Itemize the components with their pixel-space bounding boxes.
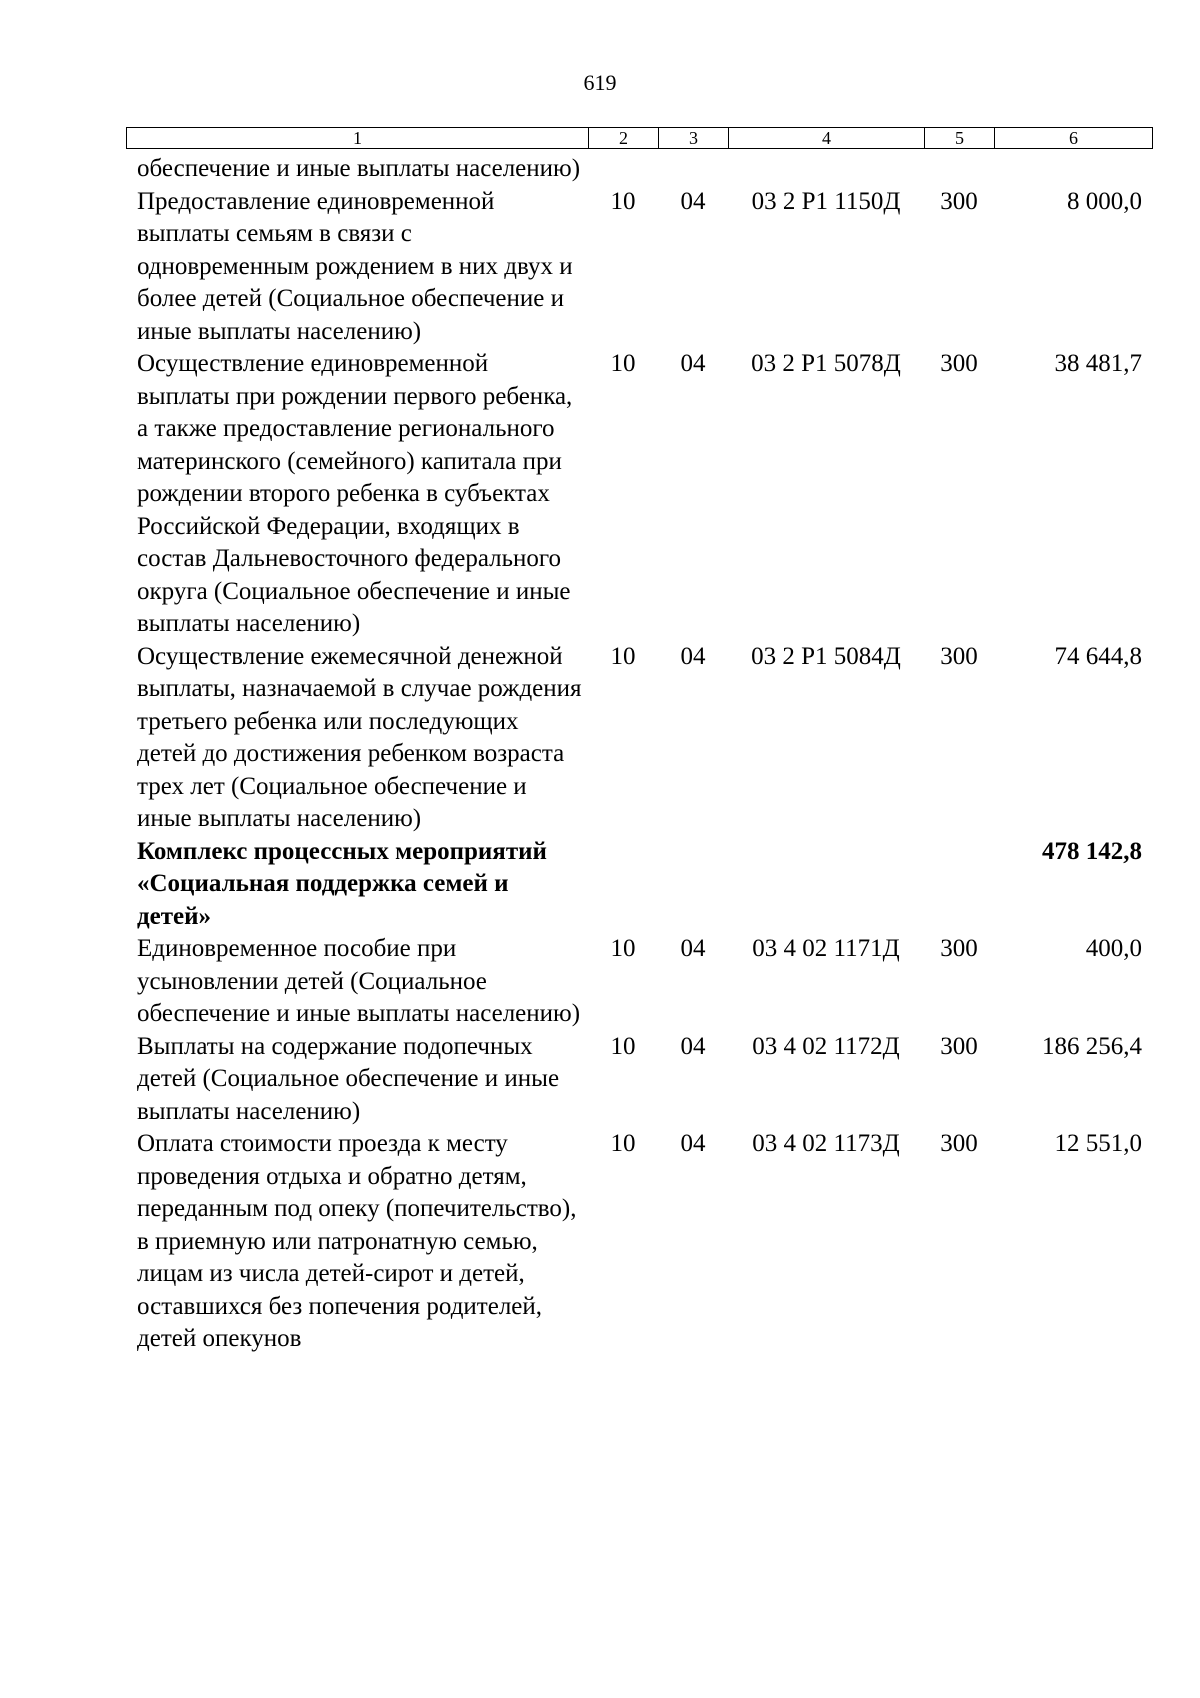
row-description: Осуществление ежемесячной денежной выплаты, назначаемой в случае рождения третьего ребенка или последующих детей до достижения ребенком возраста трех лет (Социальное обеспечение и иные выплаты населению) — [137, 642, 582, 832]
row-expense-type-code: 300 — [940, 350, 978, 377]
row-section-code: 10 — [610, 187, 636, 215]
row-target-article-code — [728, 153, 924, 186]
row-amount: 38 481,7 — [1054, 350, 1142, 377]
row-description: Оплата стоимости проезда к месту проведения отдыха и обратно детям, переданным под опеку (попечительство), в приемную или патронатную семью, лицам из числа детей-сирот и детей, оставшихся без попечения родителей, детей опекунов — [137, 1130, 577, 1352]
row-target-article-code: 03 2 Р1 5078Д — [751, 350, 901, 377]
row-subsection-code — [658, 836, 728, 934]
row-description: Единовременное пособие при усыновлении детей (Социальное обеспечение и иные выплаты населению) — [137, 935, 581, 1027]
row-expense-type-code — [924, 153, 994, 186]
row-subsection-code: 04 — [680, 350, 706, 377]
table-row — [126, 153, 1152, 186]
row-section-code — [588, 836, 658, 934]
row-amount: 8 000,0 — [1067, 187, 1142, 215]
column-number-1: 1 — [127, 128, 589, 149]
row-section-code: 10 — [610, 1032, 636, 1060]
row-section-code: 10 — [610, 642, 636, 670]
row-amount: 400,0 — [1085, 935, 1142, 962]
row-amount: 74 644,8 — [1054, 642, 1142, 670]
row-target-article-code — [728, 836, 924, 934]
row-amount: 186 256,4 — [1042, 1032, 1142, 1060]
column-number-3: 3 — [659, 128, 729, 149]
row-section-code: 10 — [610, 1130, 636, 1157]
table-row-group-heading — [126, 836, 1152, 934]
row-target-article-code: 03 2 Р1 1150Д — [751, 187, 901, 215]
row-description: обеспечение и иные выплаты населению) — [137, 155, 581, 182]
row-subsection-code: 04 — [680, 187, 706, 215]
table-row — [126, 641, 1152, 836]
row-expense-type-code: 300 — [940, 642, 978, 670]
row-subsection-code: 04 — [680, 935, 706, 962]
row-description: Выплаты на содержание подопечных детей (Социальное обеспечение и иные выплаты населению) — [137, 1032, 560, 1125]
page-number: 619 — [583, 70, 617, 95]
row-target-article-code: 03 4 02 1172Д — [752, 1032, 900, 1060]
row-section-code — [588, 153, 658, 186]
row-subsection-code — [658, 153, 728, 186]
row-subsection-code: 04 — [680, 642, 706, 670]
row-expense-type-code: 300 — [940, 1032, 978, 1060]
row-target-article-code: 03 4 02 1173Д — [752, 1130, 900, 1157]
row-subsection-code: 04 — [680, 1130, 706, 1157]
column-number-2: 2 — [589, 128, 659, 149]
table-row — [126, 186, 1152, 349]
row-subsection-code: 04 — [680, 1032, 706, 1060]
table-row — [126, 348, 1152, 641]
row-expense-type-code: 300 — [940, 935, 978, 962]
row-expense-type-code: 300 — [940, 1130, 978, 1157]
row-description: Осуществление единовременной выплаты при рождении первого ребенка, а также предоставление регионального материнского (семейного) капитала при рождении второго ребенка в субъектах Российской Федерации, входящих в состав Дальневосточного федерального округа (Социальное обеспечение и иные выплаты населению) — [137, 350, 573, 637]
column-number-6: 6 — [995, 128, 1153, 149]
row-expense-type-code — [924, 836, 994, 934]
row-description: Комплекс процессных мероприятий «Социальная поддержка семей и детей» — [137, 837, 547, 930]
row-section-code: 10 — [610, 350, 636, 377]
row-amount: 12 551,0 — [1054, 1130, 1142, 1157]
budget-table — [126, 153, 1152, 1356]
row-description: Предоставление единовременной выплаты семьям в связи с одновременным рождением в них двух и более детей (Социальное обеспечение и иные выплаты населению) — [137, 187, 573, 345]
table-row — [126, 1128, 1152, 1356]
column-number-4: 4 — [729, 128, 925, 149]
row-amount — [994, 153, 1152, 186]
table-row — [126, 1031, 1152, 1129]
row-section-code: 10 — [610, 935, 636, 962]
row-expense-type-code: 300 — [940, 187, 978, 215]
row-target-article-code: 03 2 Р1 5084Д — [751, 642, 901, 670]
row-amount: 478 142,8 — [1042, 837, 1142, 865]
row-target-article-code: 03 4 02 1171Д — [752, 935, 900, 962]
table-row — [126, 933, 1152, 1031]
column-number-5: 5 — [925, 128, 995, 149]
column-header-row — [126, 127, 1153, 149]
